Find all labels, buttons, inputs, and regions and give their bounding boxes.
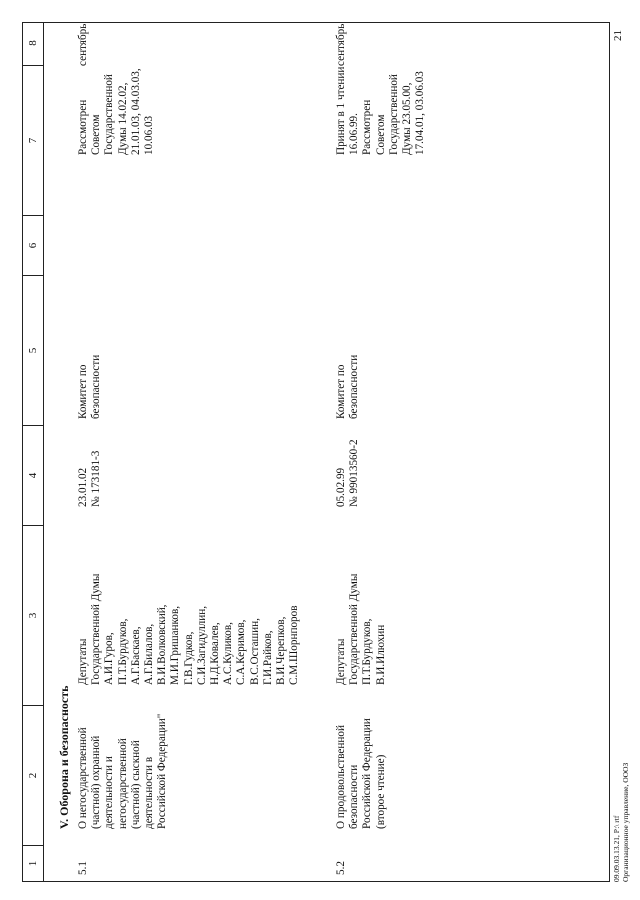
row-2-authors: Депутаты Государственной Думы П.Т.Бурдуков, В.И.Илюхин (335, 573, 387, 685)
row-2-status: Принят в 1 чтении 16.06.99. Рассмотрен Советом Государственной Думы 23.05.00, 17.04.01, 03.06.03 (335, 66, 427, 155)
header-col-5: 5 (23, 275, 43, 425)
row-2-number: 5.2 (335, 861, 347, 875)
header-col-4: 4 (23, 425, 43, 525)
row-1-committee: Комитет по безопасности (77, 354, 103, 419)
header-col-3: 3 (23, 525, 43, 705)
row-1-title: О негосударственной (частной) охранной деятельности и негосударственной (частной) сыскной деятельности в Российской Федерации" (77, 713, 169, 829)
row-1-number: 5.1 (77, 861, 89, 875)
section-title: V. Оборона и безопасность (57, 685, 71, 829)
row-1-authors: Депутаты Государственной Думы А.И.Гуров, П.Т.Бурдуков, А.Г.Баскаев, А.Г.Билалов, В.И.Волковский, М.И.Гришанков, Г.В.Гудков, С.И.Загидуллин, Н.Д.Ковалев, А.С.Куликов, С.А.Керимов, В.С.Осташин, Г.И.Райков, В.И.Черепков, С.М.Шорнпоров (77, 573, 301, 685)
header-col-2: 2 (23, 705, 43, 845)
row-2-title: О продовольственной безопасности Российской Федерации (второе чтение) (335, 718, 387, 829)
row-1-status: Рассмотрен Советом Государственной Думы 14.02.02, 21.01.03, 04.03.03, 10.06.03 (77, 68, 156, 155)
table-frame (22, 22, 610, 882)
row-1-date-reg: 23.01.02 № 173181-3 (77, 450, 103, 507)
page-footer: 09.09.03.13.21, Р:\ rtf Организационное управление, ОООЗ (612, 762, 630, 882)
row-2-committee: Комитет по безопасности (335, 354, 361, 419)
table-header (23, 23, 44, 881)
row-2-month: сентябрь (335, 23, 347, 66)
header-col-6: 6 (23, 215, 43, 275)
header-col-7: 7 (23, 65, 43, 215)
header-col-1: 1 (23, 845, 43, 881)
row-2-date-reg: 05.02.99 № 99013560-2 (335, 439, 361, 507)
row-1-month: сентябрь (77, 23, 89, 66)
header-col-8: 8 (27, 40, 39, 46)
page-number: 21 (612, 30, 624, 41)
